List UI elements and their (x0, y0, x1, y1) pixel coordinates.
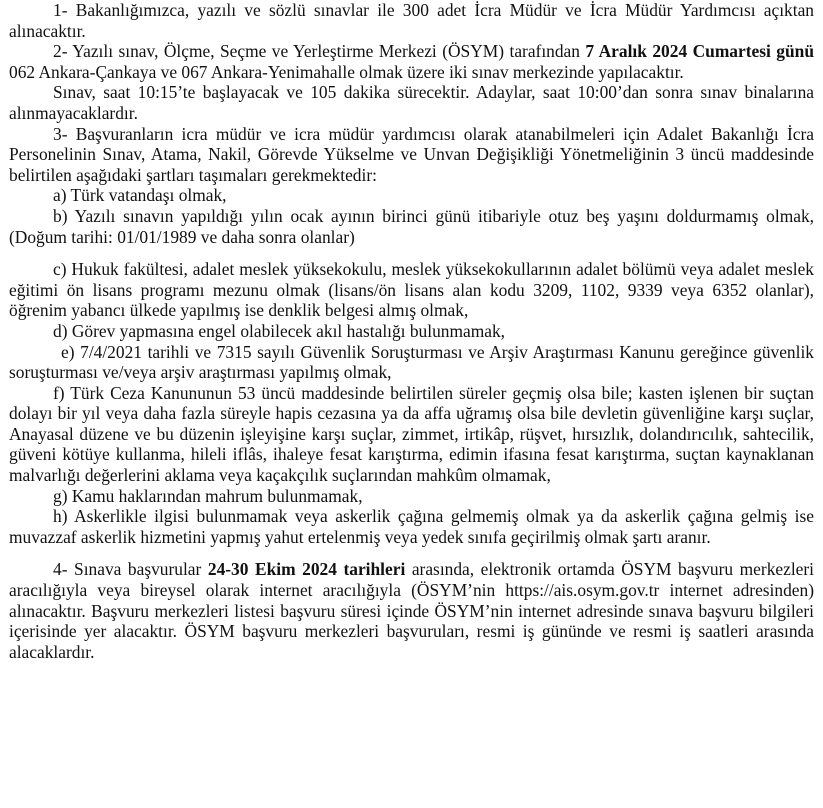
paragraph-4-text-start: 4- Sınava başvurular (53, 559, 208, 580)
paragraph-2 (9, 41, 814, 82)
condition-a: a) Türk vatandaşı olmak, (53, 185, 227, 206)
condition-e: e) 7/4/2021 tarihli ve 7315 sayılı Güvenlik Soruşturması ve Arşiv Araştırması Kanunu gereğince güvenlik soruşturması ve/veya arşiv araştırması yapılmış olmak, (9, 341, 814, 383)
paragraph-4-text-end: arasında, elektronik ortamda ÖSYM başvuru merkezleri aracılığıyla veya bireysel olarak internet aracılığıyla (ÖSYM’nin https://ais.osym.gov.tr internet adresinden) alınacaktır. Başvuru merkezleri listesi başvuru süresi içinde ÖSYM’nin internet adresinde sınava başvuru bilgileri içerisinde yer alacaktır. ÖSYM başvuru merkezleri başvuruları, resmi iş gününde ve resmi iş saatleri arasında alacaklardır. (9, 559, 815, 662)
condition-d: d) Görev yapmasına engel olabilecek akıl hastalığı bulunmamak, (53, 320, 506, 341)
paragraph-2-exam-time: Sınav, saat 10:15’te başlayacak ve 105 dakika sürecektir. Adaylar, saat 10:00’dan sonra sınav binalarına alınmayacaklardır. (9, 82, 814, 123)
application-dates: 24-30 Ekim 2024 tarihleri (207, 559, 406, 580)
paragraph-3: 3- Başvuranların icra müdür ve icra müdür yardımcısı olarak atanabilmeleri için Adalet Bakanlığı İcra Personelinin Sınav, Atama, Nakil, Görevde Yükselme ve Unvan Değişikliği Yönetmeliğinin 3 üncü maddesinde belirtilen aşağıdaki şartları taşımaları gerekmektedir: (9, 123, 814, 185)
condition-c: c) Hukuk fakültesi, adalet meslek yüksekokulu, meslek yüksekokullarının adalet bölümü veya adalet meslek eğitimi ön lisans programı mezunu olmak (lisans/ön lisans alan kodu 3209, 1102, 9339 veya 6352 olanlar), öğrenim yabancı ülkede yapılmış ise denklik belgesi almış olmak, (9, 259, 814, 321)
paragraph-1: 1- Bakanlığımızca, yazılı ve sözlü sınavlar ile 300 adet İcra Müdür ve İcra Müdür Yardımcısı açıktan alınacaktır. (9, 0, 814, 41)
condition-h: h) Askerlikle ilgisi bulunmamak veya askerlik çağına gelmemiş olmak ya da askerlik çağına gelmiş ise muvazzaf askerlik hizmetini yapmış yahut ertelenmiş veya yedek sınıfa geçirilmiş olmak şartı aranır. (9, 506, 814, 547)
condition-b: b) Yazılı sınavın yapıldığı yılın ocak ayının birinci günü itibariyle otuz beş yaşını doldurmamış olmak, (Doğum tarihi: 01/01/1989 ve daha sonra olanlar) (9, 205, 814, 247)
condition-f: f) Türk Ceza Kanununun 53 üncü maddesinde belirtilen süreler geçmiş olsa bile; kasten işlenen bir suçtan dolayı bir yıl veya daha fazla süreyle hapis cezasına ya da affa uğramış olsa bile devletin güvenliğine karşı suçlar, Anayasal düzene ve bu düzenin işleyişine karşı suçlar, zimmet, irtikâp, rüşvet, hırsızlık, dolandırıcılık, sahtecilik, güveni kötüye kullanma, hileli iflâs, ihaleye fesat karıştırma, edimin ifasına fesat karıştırma, suçtan kaynaklanan malvarlığı değerlerini aklama veya kaçakçılık suçlarından mahkûm olmamak, (9, 382, 814, 486)
paragraph-2-text-end: 062 Ankara-Çankaya ve 067 Ankara-Yenimahalle olmak üzere iki sınav merkezinde yapılacaktır. (9, 61, 684, 82)
paragraph-4 (9, 559, 814, 662)
exam-date: 7 Aralık 2024 Cumartesi günü (585, 41, 814, 62)
condition-g: g) Kamu haklarından mahrum bulunmamak, (53, 485, 363, 506)
paragraph-2-text-start: 2- Yazılı sınav, Ölçme, Seçme ve Yerleştirme Merkezi (ÖSYM) tarafından (53, 41, 586, 62)
